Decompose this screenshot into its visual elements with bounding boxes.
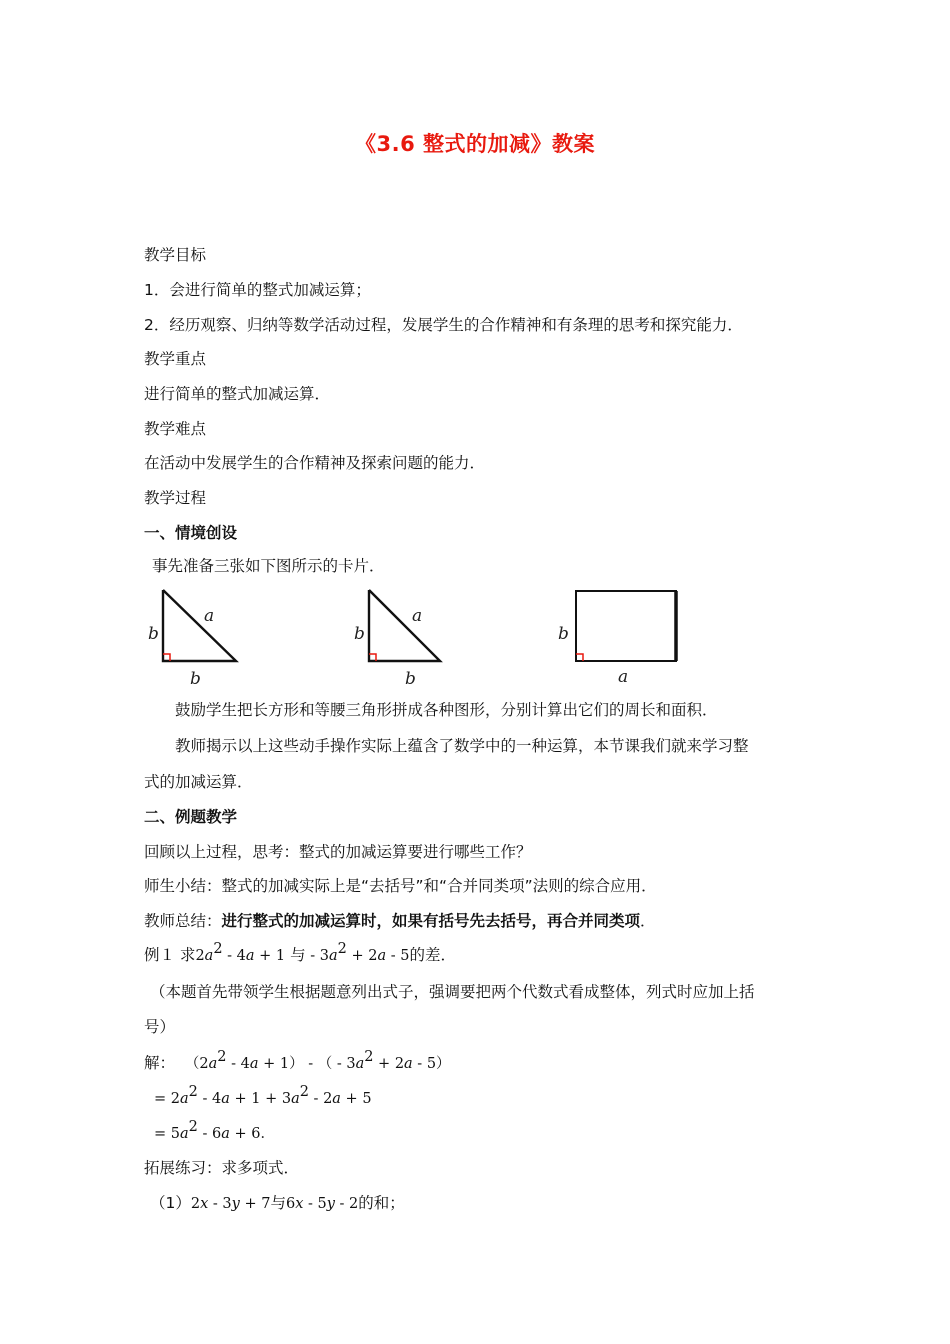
example-1: 例１ 求$2a^2 - 4a + 1$ 与 - $3a^2 + 2a - 5$的差． [144,941,456,964]
rectangle-base-label: a [618,667,629,687]
teacher-summary-bold: 进行整式的加减运算时，如果有括号先去括号，再合并同类项 [221,912,641,930]
triangle-card-1 [148,590,236,689]
triangle-card-2 [354,590,440,689]
solution-line-1: 解： $(2a^2 - 4a + 1)$ - （ - $3a^2 + 2a - 5$） [144,1049,451,1072]
goal-1: 1．会进行简单的整式加减运算； [144,281,371,299]
triangle1-leg-label: b [148,624,159,644]
cards-figure [140,585,700,690]
paragraph-2a: 教师揭示以上这些动手操作实际上蕴含了数学中的一种运算，本节课我们就来学习整 [175,737,749,755]
part1-intro: 事先准备三张如下图所示的卡片． [152,557,385,575]
key-text: 进行简单的整式加减运算． [144,385,331,403]
triangle1-base-label: b [190,669,201,689]
solution-line-3: = $5a^2 - 6a + 6$． [154,1119,275,1142]
extension-item-1: （1）2x - 3y + 7与6x - 5y - 2的和； [150,1194,405,1212]
goals-heading: 教学目标 [144,246,207,264]
review-text: 回顾以上过程，思考：整式的加减运算要进行哪些工作？ [144,843,532,861]
part1-heading: 一、情境创设 [144,524,238,542]
extension-heading: 拓展练习：求多项式． [144,1159,300,1177]
process-heading: 教学过程 [144,489,207,507]
difficulty-heading: 教学难点 [144,420,207,438]
summary-text: 师生小结：整式的加减实际上是“去括号”和“合并同类项”法则的综合应用． [144,877,657,895]
part2-heading: 二、例题教学 [144,808,238,826]
teacher-summary: 教师总结：进行整式的加减运算时，如果有括号先去括号，再合并同类项． [144,912,656,930]
triangle2-base-label: b [405,669,416,689]
paragraph-1: 鼓励学生把长方形和等腰三角形拼成各种图形，分别计算出它们的周长和面积． [175,701,718,719]
difficulty-text: 在活动中发展学生的合作精神及探索问题的能力． [144,454,486,472]
note-line-2: 号） [144,1018,176,1036]
rectangle-side-label: b [558,624,569,644]
right-angle-mark [576,654,583,661]
goal-2: 2．经历观察、归纳等数学活动过程，发展学生的合作精神和有条理的思考和探究能力． [144,316,743,334]
triangle1-hyp-label: a [204,606,215,626]
rectangle-card [558,591,676,687]
solution-line-2: = $2a^2 - 4a + 1 + 3a^2 - 2a + 5$ [154,1084,372,1107]
triangle2-leg-label: b [354,624,365,644]
paragraph-2b: 式的加减运算． [144,773,253,791]
document-title: 《3.6 整式的加减》教案 [354,132,595,156]
triangle2-hyp-label: a [412,606,423,626]
note-line-1: （本题首先带领学生根据题意列出式子，强调要把两个代数式看成整体，列式时应加上括 [150,983,755,1001]
key-heading: 教学重点 [144,350,207,368]
